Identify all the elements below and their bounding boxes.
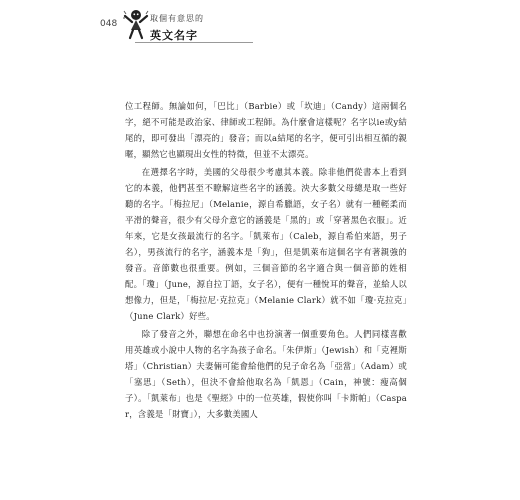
page-number: 048: [100, 19, 118, 29]
cartoon-mascot-icon: [122, 8, 150, 40]
book-title-small: 取個有意思的: [150, 14, 204, 23]
paragraph: 在選擇名字時，美國的父母很少考慮其本義。除非他們從書本上看到它的本義，他們甚至不瞭解這些名字的涵義。泱大多數父母總是取一些好聽的名字。「梅拉尼」（Melanie，源自希臘語，女子名）就有一種輕柔而平滑的聲音，很少有父母介意它的涵義是「黑的」或「穿著黑色衣服」。近年來，它是女孩最流行的名字。「凱萊布」（Caleb，源自希伯來語，男子名），男孩流行的名字，涵義本是「狗」，但是凱萊布這個名字有著親強的發音。音節數也很重要。例如，三個音節的名字適合與一個音節的姓相配。「瓊」（June，源自拉丁語，女子名），便有一種悅耳的聲音，並給人以想像力，但是，「梅拉尼·克拉克」（Melanie Clark）就不如「瓊·克拉克」（June Clark）好些。: [125, 167, 407, 321]
paragraph: 位工程師。無論如何，「巴比」（Barbie）或「坎迪」（Candy）這兩個名字，絕不可能是政治家、律師或工程師。為什麼會這樣呢？名字以ie或y結尾的，即可發出「漂亮的」發音；而以a結尾的名字，便可引出相互循的親暱，顯然它也顯現出女性的特徵，但並不太漂亮。: [125, 101, 407, 159]
header-divider: [135, 42, 253, 43]
page-header: [0, 0, 520, 60]
book-title-main: 英文名字: [150, 29, 198, 42]
paragraph: 除了發音之外，聯想在命名中也扮演著一個重要角色。人們同樣喜歡用英雄或小說中人物的名字為孩子命名。「朱伊斯」（Jewish）和「克裡斯塔」（Christian）夫妻倆可能會給他們的兒子命名為「亞當」（Adam）或「塞思」（Seth），但決不會給他取名為「凱恩」（Cain，神號：瘦高個子）。「凱萊布」也是《聖經》中的一位英雄，假使你叫「卡斯帕」（Caspar，含義是「財寶」），大多數美國人: [125, 329, 407, 419]
body-text: [125, 98, 407, 422]
